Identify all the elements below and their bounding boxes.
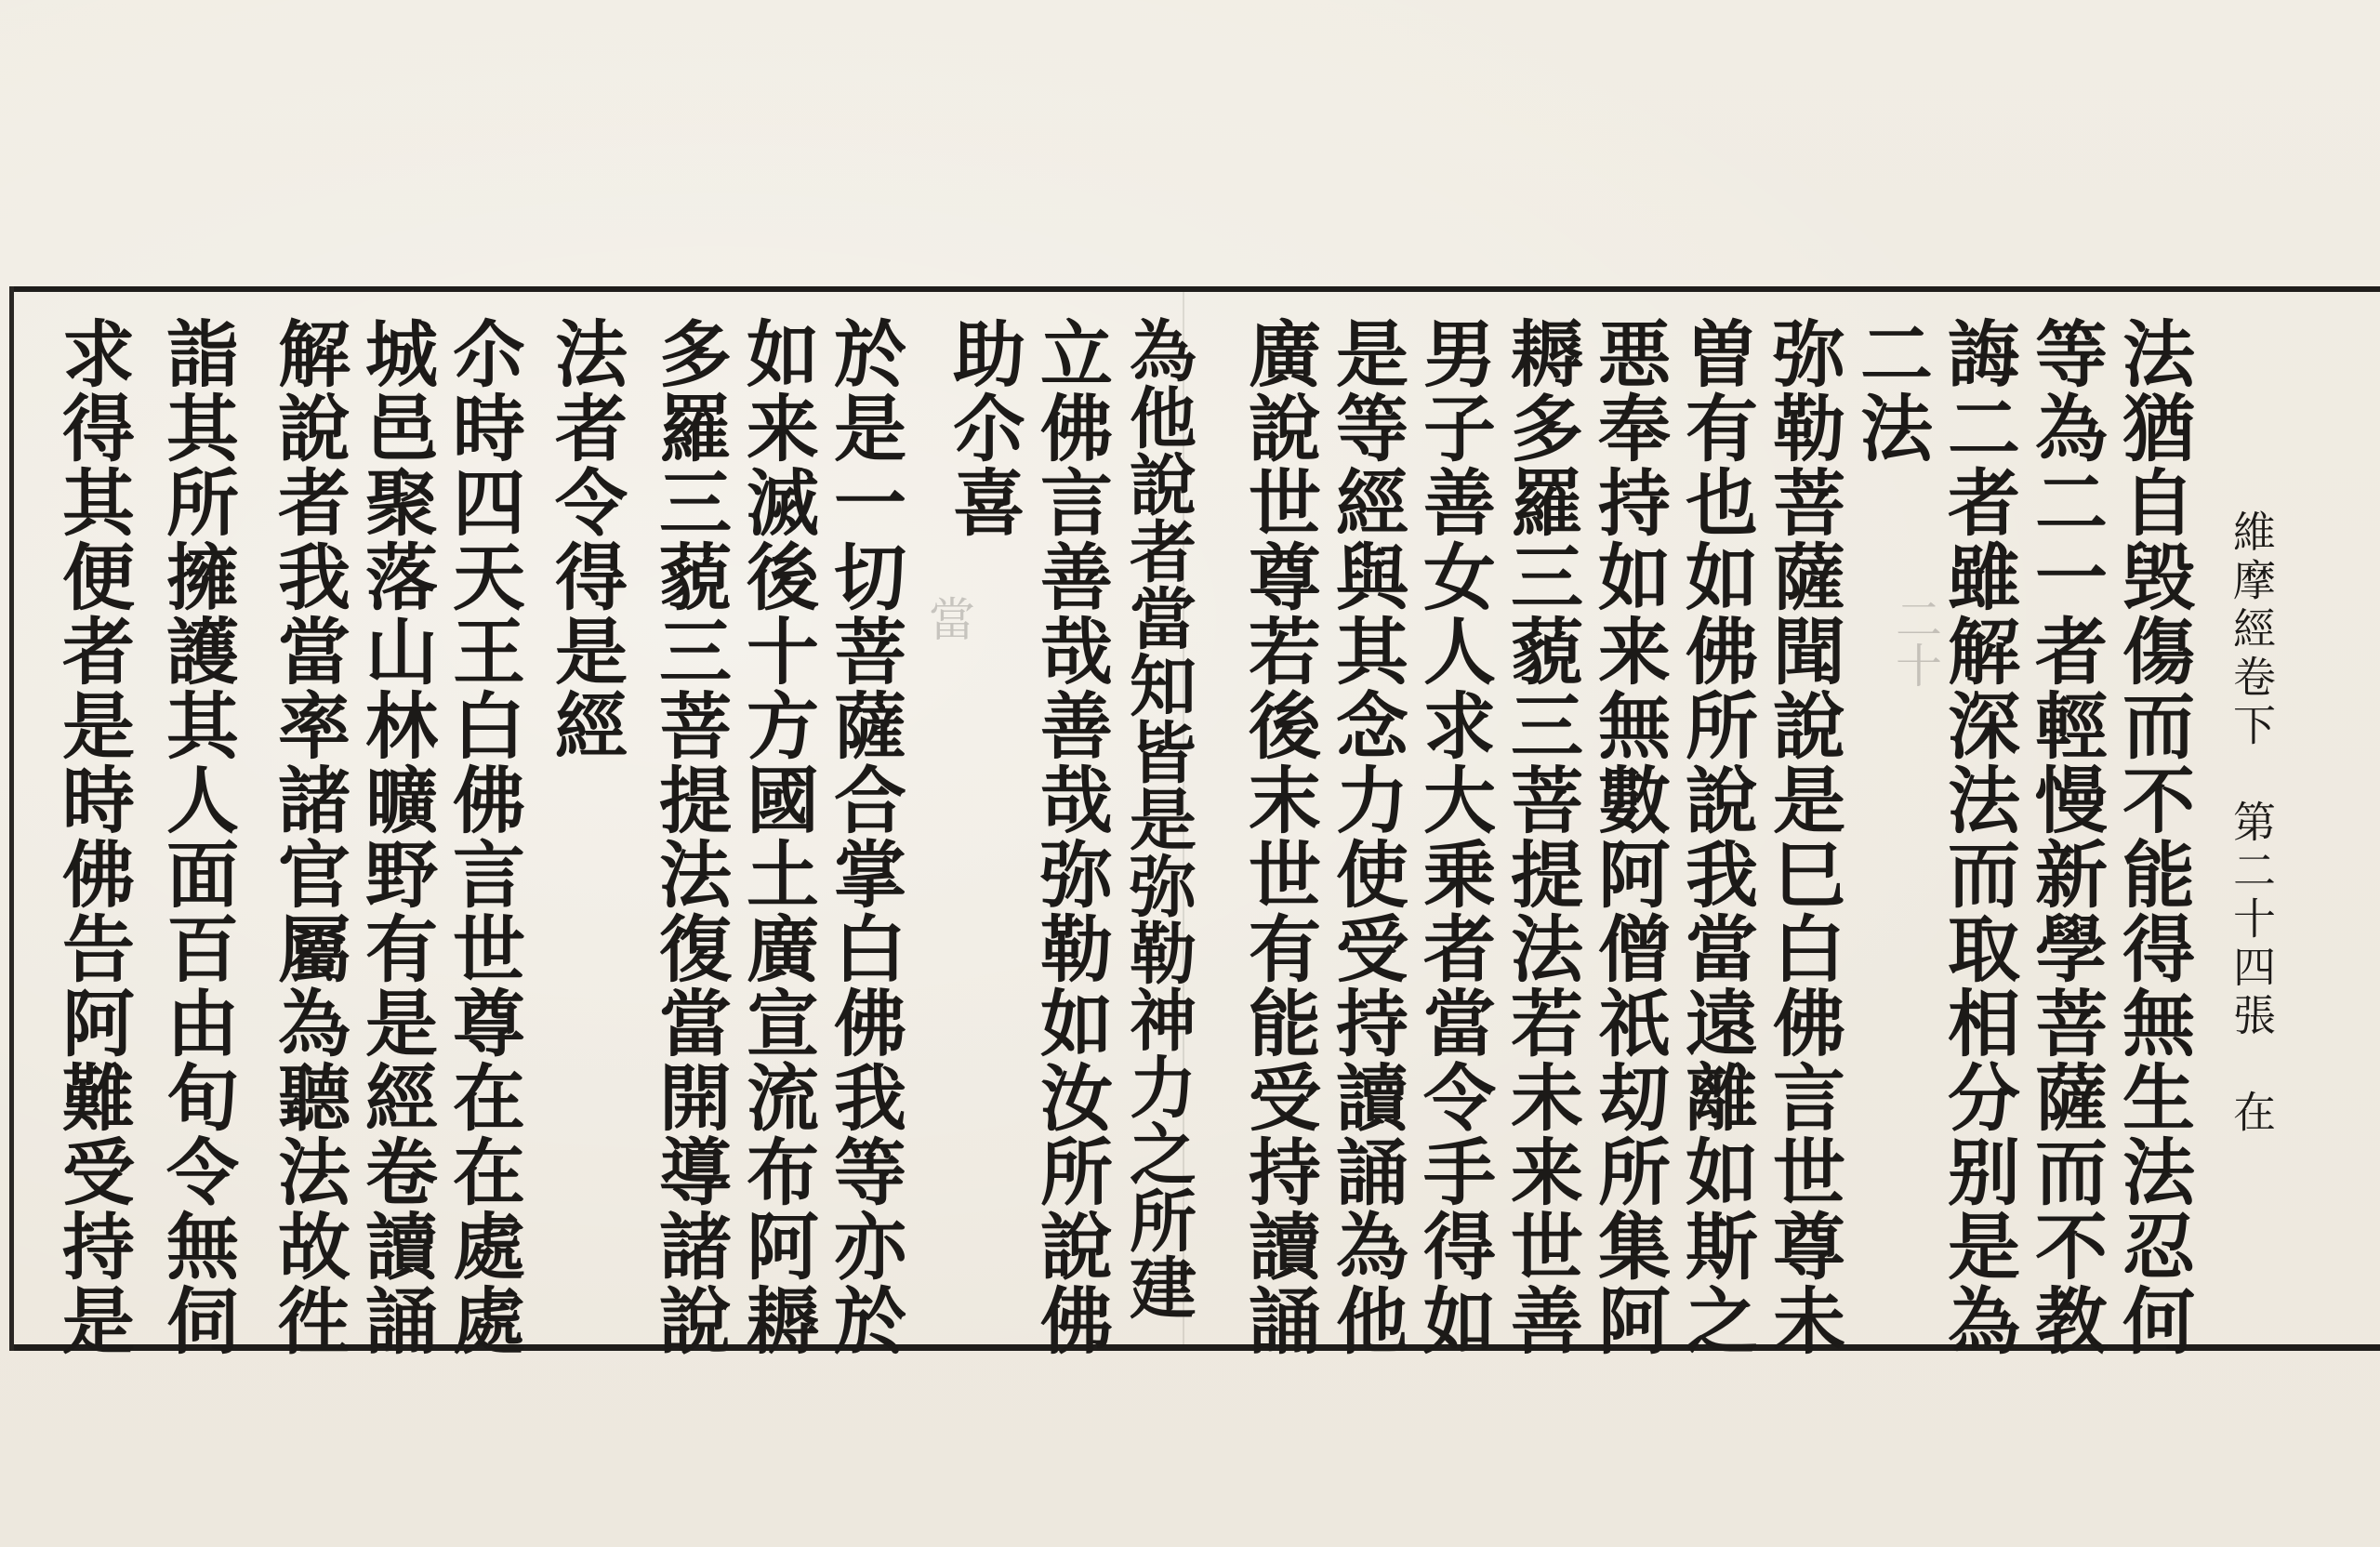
text-column-8: 耨多羅三藐三菩提法若未来世善 <box>1499 316 1583 1357</box>
faint-ink-mark: 二十 <box>1888 595 1942 688</box>
text-column-7: 悪奉持如来無數阿僧祇刧所集阿 <box>1586 316 1671 1357</box>
text-column-14: 助尒喜 <box>941 316 1025 539</box>
text-column-2: 等為二一者輕慢新學菩薩而不教 <box>2023 316 2108 1357</box>
text-column-19: 尒時四天王白佛言世尊在在處處 <box>441 316 525 1357</box>
left-border-rule <box>9 286 14 1351</box>
header-mark: 在 <box>2227 1090 2277 1138</box>
header-page-label: 第二十四張 <box>2227 800 2277 1041</box>
text-column-15: 於是一切菩薩合掌白佛我等亦於 <box>822 316 906 1357</box>
text-column-13: 立佛言善哉善哉弥勒如汝所說佛 <box>1028 316 1113 1357</box>
text-column-1: 法猶自毁傷而不能得無生法忍何 <box>2110 316 2195 1357</box>
text-column-17: 多羅三藐三菩提法復當開導諸說 <box>647 316 732 1357</box>
text-column-5: 弥勒菩薩聞說是巳白佛言世尊未 <box>1761 316 1845 1357</box>
text-column-18: 法者令得是經 <box>543 316 628 762</box>
text-column-9: 男子善女人求大乗者當令手得如 <box>1411 316 1496 1357</box>
text-column-23: 求得其便者是時佛告阿難受持是 <box>50 316 135 1357</box>
text-column-6: 曽有也如佛所說我當遠離如斯之 <box>1673 316 1758 1357</box>
text-column-4: 二法 <box>1848 316 1933 465</box>
text-column-22: 詣其所擁護其人面百由旬令無伺 <box>154 316 239 1357</box>
text-column-21: 解說者我當率諸官屬為聽法故徃 <box>266 316 350 1357</box>
text-column-10: 是等經與其念力使受持讀誦為他 <box>1324 316 1408 1357</box>
header-title: 維摩經卷下 <box>2227 509 2277 751</box>
header-column <box>2224 509 2280 1138</box>
text-column-3: 誨二者雖解深法而取相分别是為 <box>1936 316 2020 1357</box>
text-column-20: 城邑聚落山林曠野有是經卷讀誦 <box>353 316 438 1357</box>
text-column-11: 廣說世尊若後末世有能受持讀誦 <box>1236 316 1321 1357</box>
text-column-12: 為他說者當知皆是弥勒神力之所建 <box>1118 316 1197 1320</box>
text-column-16: 如来滅後十方國土廣宣流布阿耨 <box>734 316 819 1357</box>
faint-ink-mark: 當 <box>921 595 975 641</box>
top-border-rule <box>9 286 2380 292</box>
